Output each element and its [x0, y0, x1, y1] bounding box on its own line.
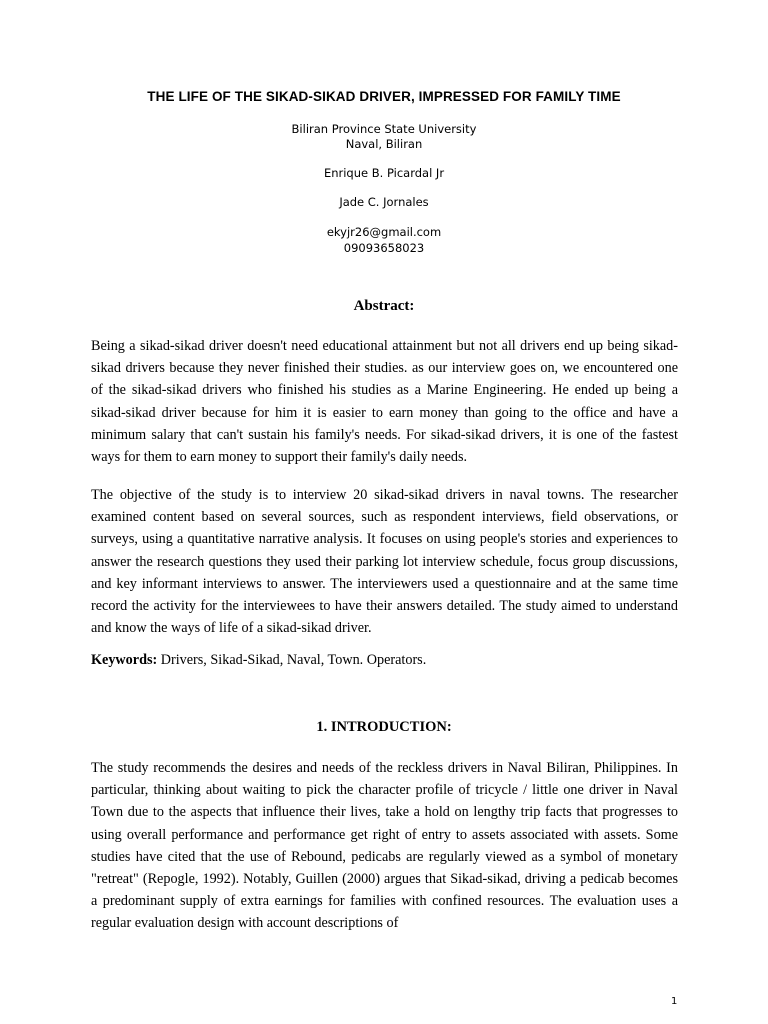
- paper-title: THE LIFE OF THE SIKAD-SIKAD DRIVER, IMPRESSED FOR FAMILY TIME: [147, 89, 621, 104]
- page-number: 1: [671, 996, 678, 1007]
- keywords-label: Keywords:: [91, 652, 158, 668]
- introduction-heading: 1. INTRODUCTION:: [316, 719, 452, 735]
- introduction-paragraph: The study recommends the desires and needs of the reckless drivers in Naval Biliran, Philippines. In particular, thinking about waiting to pick the character profile of tricycle / little one driver in Naval Town due to the aspects that influence their lives, take a hold on lengthy trip facts that progresses to using overall performance and performance get right of entry to assets associated with assets. Some studies have cited that the use of Rebound, pedicabs are regularly viewed as a symbol of monetary "retreat" (Repogle, 1992). Notably, Guillen (2000) argues that Sikad-sikad, driving a pedicab becomes a predominant supply of extra earnings for families with confined resources. The evaluation uses a regular evaluation design with account descriptions of: [91, 760, 678, 932]
- affiliation-location: Naval, Biliran: [345, 137, 423, 151]
- abstract-heading: Abstract:: [353, 298, 415, 314]
- author-1: Enrique B. Picardal Jr: [323, 166, 445, 180]
- affiliation-institution: Biliran Province State University: [291, 122, 477, 136]
- contact-phone: 09093658023: [343, 241, 425, 255]
- contact-email: ekyjr26@gmail.com: [326, 225, 442, 239]
- author-2: Jade C. Jornales: [339, 195, 429, 209]
- abstract-paragraph-2: The objective of the study is to interview 20 sikad-sikad drivers in naval towns. The researcher examined content based on several sources, such as respondent interviews, field observations, or surveys, using a quantitative narrative analysis. It focuses on using people's stories and experiences to answer the research questions they used their parking lot interview schedule, focus group discussions, and key informant interviews to answer. The interviewers used a questionnaire and at the same time record the activity for the interviewees to have their answers detailed. The study aimed to understand and know the ways of life of a sikad-sikad driver.: [91, 487, 678, 637]
- abstract-paragraph-1: Being a sikad-sikad driver doesn't need educational attainment but not all drivers end up being sikad-sikad drivers because they never finished their studies. as our interview goes on, we encountered one of the sikad-sikad drivers who finished his studies as a Marine Engineering. He ended up being a sikad-sikad driver because for him it is easier to earn money than going to the office and have a minimum salary that can't sustain his family's needs. For sikad-sikad drivers, it is one of the fastest ways for them to earn money to support their family's daily needs.: [91, 338, 678, 466]
- keywords-line: [91, 652, 678, 669]
- keywords-text: Drivers, Sikad-Sikad, Naval, Town. Operators.: [157, 652, 427, 668]
